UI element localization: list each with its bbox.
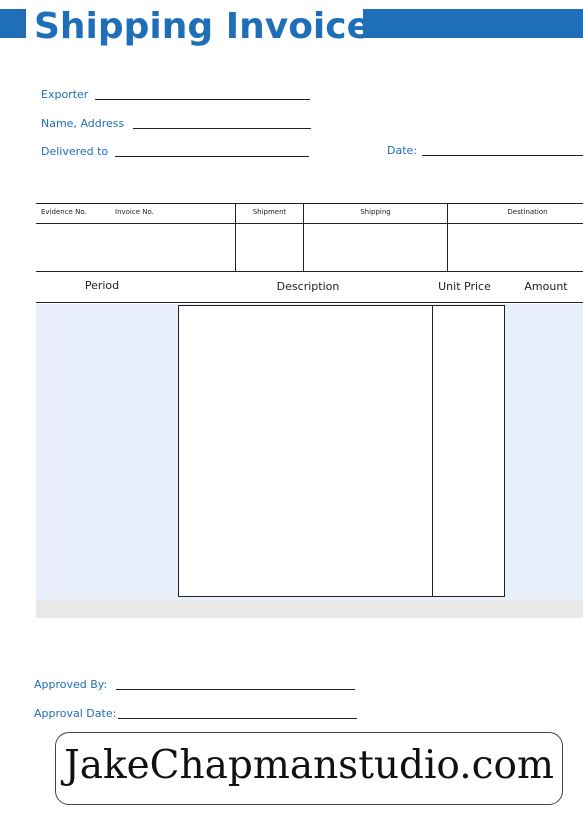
info-table-bottom-border [36,271,583,272]
description-column-header: Description [276,280,340,293]
invoice-no-header: Invoice No. [115,208,154,216]
name-address-label: Name, Address [41,117,125,130]
period-column-header: Period [84,279,120,292]
header-bar-left [0,9,26,38]
description-column-cell[interactable] [178,305,433,597]
date-label: Date: [387,144,417,157]
approval-date-field[interactable] [118,718,357,719]
approved-by-field[interactable] [116,689,355,690]
approved-by-label: Approved By: [34,678,108,691]
shipment-header: Shipment [252,208,287,216]
unit-price-column-header: Unit Price [438,280,491,293]
items-table-footer [36,600,583,618]
delivered-to-field[interactable] [115,156,309,157]
evidence-invoice-cell[interactable] [36,224,235,271]
amount-column-cell[interactable] [506,305,583,596]
approval-date-label: Approval Date: [34,707,117,720]
evidence-no-header: Evidence No. [41,208,87,216]
amount-column-header: Amount [524,280,568,293]
header-bar-right [363,9,583,38]
watermark-text: JakeChapmanstudio.com [64,743,554,788]
shipping-cell[interactable] [304,224,447,271]
delivered-to-label: Delivered to [41,145,109,158]
shipping-header: Shipping [360,208,391,216]
destination-header: Destination [507,208,548,216]
items-header-divider [36,302,583,303]
exporter-label: Exporter [41,88,89,101]
destination-cell[interactable] [448,224,583,271]
exporter-field[interactable] [95,99,310,100]
period-column-cell[interactable] [36,305,178,596]
page-title: Shipping Invoice [34,6,372,47]
shipment-cell[interactable] [236,224,303,271]
unit-price-column-cell[interactable] [432,305,505,597]
date-field[interactable] [422,155,583,156]
info-table-top-border [36,203,583,204]
name-address-field[interactable] [133,128,311,129]
